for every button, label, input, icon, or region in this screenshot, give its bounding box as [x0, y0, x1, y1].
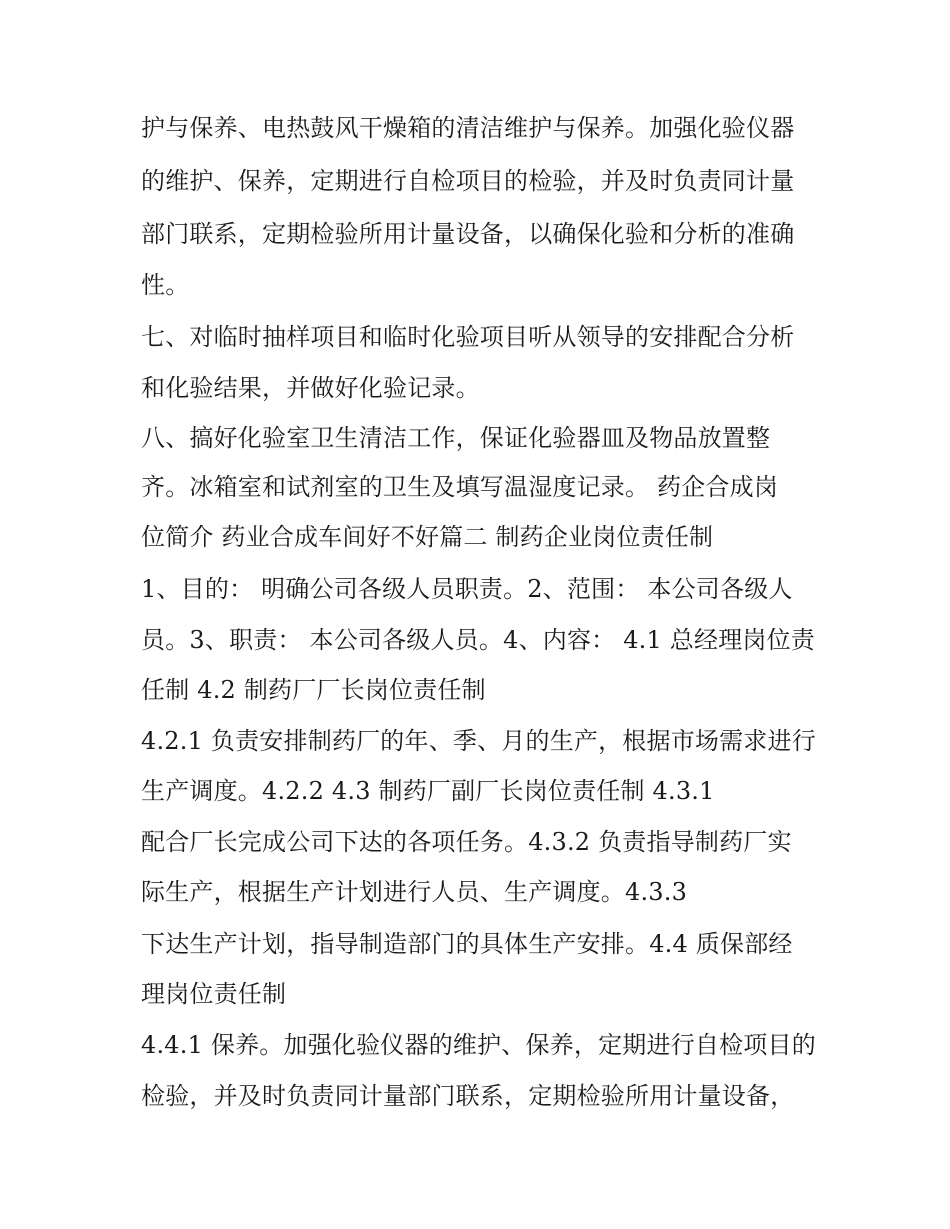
text-line: 际生产，根据生产计划进行人员、生产调度。4.3.3	[141, 878, 688, 906]
text-line: 理岗位责任制	[141, 980, 287, 1008]
text-line: 生产调度。4.2.2 4.3 制药厂副厂长岗位责任制 4.3.1	[141, 777, 715, 805]
text-line: 任制 4.2 制药厂厂长岗位责任制	[141, 676, 486, 704]
text-line: 齐。冰箱室和试剂室的卫生及填写温湿度记录。 药企合成岗	[141, 473, 779, 501]
text-line: 4.2.1 负责安排制药厂的年、季、月的生产，根据市场需求进行	[141, 727, 816, 755]
text-line: 检验，并及时负责同计量部门联系，定期检验所用计量设备，	[141, 1082, 795, 1110]
text-line: 位简介 药业合成车间好不好篇二 制药企业岗位责任制	[141, 523, 714, 551]
text-line: 的维护、保养，定期进行自检项目的检验，并及时负责同计量	[141, 167, 795, 195]
text-line: 部门联系，定期检验所用计量设备，以确保化验和分析的准确	[141, 220, 795, 248]
text-line: 1、目的： 明确公司各级人员职责。2、范围： 本公司各级人	[141, 575, 793, 603]
text-line: 七、对临时抽样项目和临时化验项目听从领导的安排配合分析	[141, 323, 795, 351]
text-line: 和化验结果，并做好化验记录。	[141, 374, 480, 402]
text-line: 下达生产计划，指导制造部门的具体生产安排。4.4 质保部经	[141, 930, 793, 958]
text-line: 员。3、职责： 本公司各级人员。4、内容： 4.1 总经理岗位责	[141, 626, 815, 654]
text-line: 护与保养、电热鼓风干燥箱的清洁维护与保养。加强化验仪器	[141, 114, 795, 142]
text-line: 性。	[141, 271, 190, 299]
text-line: 配合厂长完成公司下达的各项任务。4.3.2 负责指导制药厂实	[141, 828, 792, 856]
text-line: 4.4.1 保养。加强化验仪器的维护、保养，定期进行自检项目的	[141, 1031, 816, 1059]
text-line: 八、搞好化验室卫生清洁工作，保证化验器皿及物品放置整	[141, 424, 771, 452]
